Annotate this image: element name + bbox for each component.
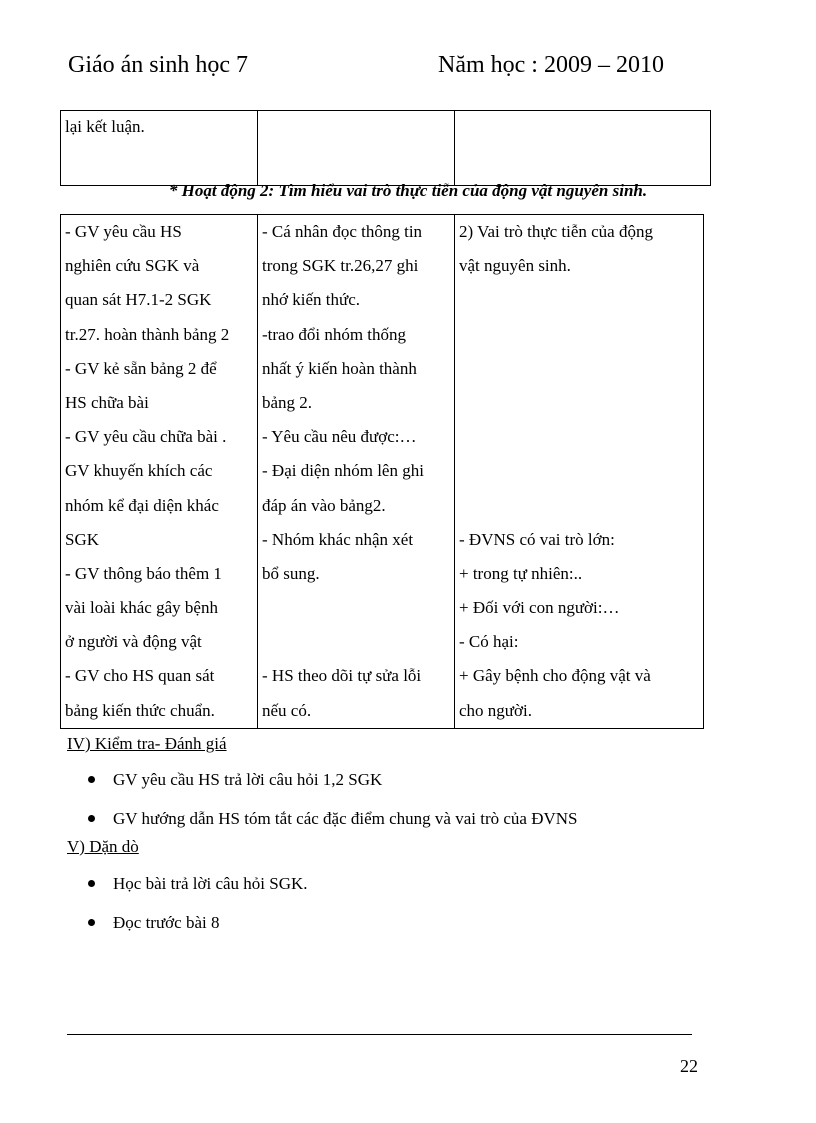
text-line: - Đại diện nhóm lên ghi	[262, 461, 424, 481]
text-line	[262, 625, 450, 659]
teacher-activity-cell	[61, 215, 258, 729]
section-heading-homework: V) Dặn dò	[67, 837, 139, 856]
text-line	[459, 420, 699, 454]
text-line: - GV thông báo thêm 1	[65, 563, 222, 583]
text-line: - HS theo dõi tự sửa lỗi	[262, 666, 422, 686]
bullet-icon	[88, 815, 95, 822]
list-item: GV hướng dẫn HS tóm tắt các đặc điểm chung và vai trò của ĐVNS	[88, 804, 578, 843]
text-line: - ĐVNS có vai trò lớn:	[459, 529, 615, 549]
table-row	[61, 111, 711, 186]
text-line: bảng 2.	[262, 392, 313, 412]
text-line: 2) Vai trò thực tiễn của động	[459, 222, 653, 241]
assessment-list	[88, 765, 578, 843]
text-line: quan sát H7.1-2 SGK	[65, 290, 212, 310]
text-line: nghiên cứu SGK và	[65, 256, 200, 276]
text-line: nhất ý kiến hoàn thành	[262, 358, 417, 378]
bullet-icon	[88, 880, 95, 887]
table-cell: lại kết luận.	[61, 111, 258, 186]
continuation-table	[60, 110, 711, 186]
text-line: + Gây bệnh cho động vật và	[459, 666, 651, 686]
text-line: - GV yêu cầu chữa bài .	[65, 427, 227, 447]
text-line: - Yêu cầu nêu được:…	[262, 427, 417, 447]
text-line: - Cá nhân đọc thông tin	[262, 222, 423, 241]
text-line: + trong tự nhiên:..	[459, 563, 583, 583]
content-cell	[455, 215, 704, 729]
table-cell	[258, 111, 455, 186]
text-line: nhớ kiến thức.	[262, 290, 360, 310]
text-line: + Đối với con người:…	[459, 598, 620, 618]
school-year: Năm học : 2009 – 2010	[438, 52, 664, 78]
text-line	[459, 454, 699, 488]
text-line: - Có hại:	[459, 632, 519, 652]
text-line: tr.27. hoàn thành bảng 2	[65, 324, 230, 344]
text-line: đáp án vào bảng2.	[262, 495, 386, 515]
text-line: cho người.	[459, 700, 532, 720]
footer-divider	[67, 1034, 692, 1035]
text-line: trong SGK tr.26,27 ghi	[262, 256, 419, 276]
text-line	[459, 283, 699, 317]
text-line: nhóm kể đại diện khác	[65, 495, 219, 515]
text-line: - GV kẻ sẵn bảng 2 để	[65, 358, 217, 378]
text-line: HS chữa bài	[65, 392, 149, 412]
document-title: Giáo án sinh học 7	[68, 52, 248, 78]
text-line: ở người và động vật	[65, 632, 202, 652]
homework-list	[88, 869, 308, 947]
text-line	[459, 318, 699, 352]
activity-heading: * Hoạt động 2: Tìm hiểu vai trò thực tiễn của động vật nguyên sinh.	[168, 181, 648, 200]
student-activity-cell	[258, 215, 455, 729]
text-line: SGK	[65, 529, 100, 549]
activity-table	[60, 214, 704, 729]
list-item: Học bài trả lời câu hỏi SGK.	[88, 869, 308, 908]
text-line	[262, 591, 450, 625]
table-cell	[455, 111, 711, 186]
page-number: 22	[680, 1056, 698, 1076]
text-line: GV khuyến khích các	[65, 461, 213, 481]
list-item: Đọc trước bài 8	[88, 908, 308, 947]
text-line: - GV cho HS quan sát	[65, 666, 215, 686]
text-line: vật nguyên sinh.	[459, 256, 571, 276]
section-heading-assessment: IV) Kiểm tra- Đánh giá	[67, 734, 227, 753]
text-line: bảng kiến thức chuẩn.	[65, 700, 215, 720]
text-line	[459, 489, 699, 523]
bullet-icon	[88, 919, 95, 926]
list-item: GV yêu cầu HS trả lời câu hỏi 1,2 SGK	[88, 765, 578, 804]
bullet-icon	[88, 776, 95, 783]
text-line: bổ sung.	[262, 563, 320, 583]
table-row	[61, 215, 704, 729]
text-line: - GV yêu cầu HS	[65, 222, 182, 241]
text-line	[459, 352, 699, 386]
text-line	[459, 386, 699, 420]
text-line: - Nhóm khác nhận xét	[262, 529, 414, 549]
text-line: vài loài khác gây bệnh	[65, 598, 218, 618]
text-line: nếu có.	[262, 700, 312, 720]
text-line: -trao đổi nhóm thống	[262, 324, 407, 344]
